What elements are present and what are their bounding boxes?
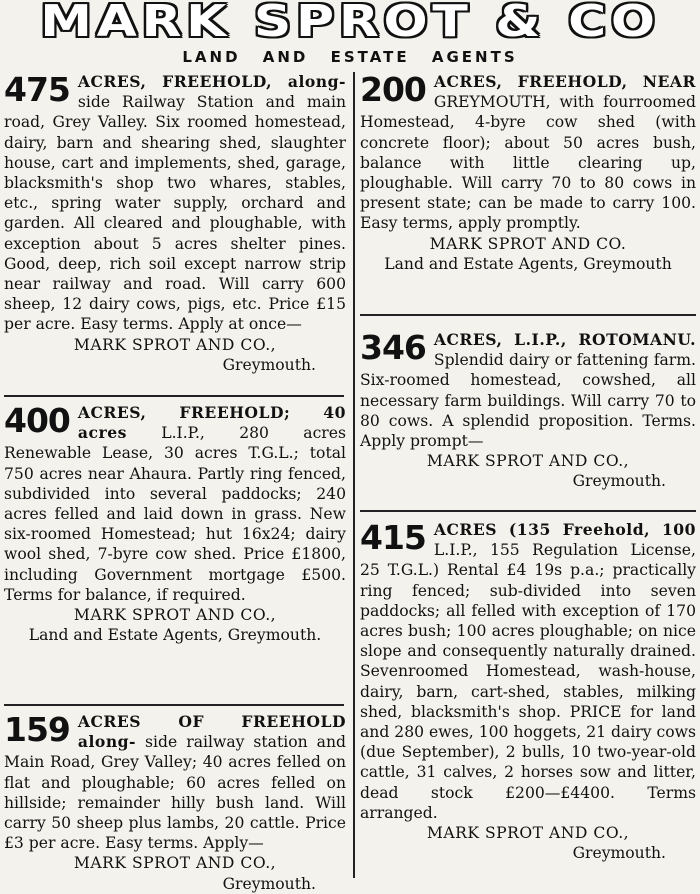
ad-159-acres	[4, 712, 346, 894]
ad-signature: MARK SPROT AND CO.,	[73, 335, 277, 354]
ad-signature: MARK SPROT AND CO.,	[426, 452, 630, 471]
ad-place: Greymouth.	[222, 355, 316, 374]
ad-headline: ACRES OF FREEHOLD along-	[77, 712, 346, 752]
ad-headline: ACRES, L.I.P., ROTOMANU.	[433, 330, 696, 349]
lot-number: 346	[360, 328, 426, 367]
ad-signature: MARK SPROT AND CO.,	[426, 824, 630, 843]
lot-number: 475	[4, 70, 70, 109]
ad-headline: ACRES, FREEHOLD, NEAR	[433, 72, 696, 91]
ad-346-acres	[360, 330, 696, 492]
ad-body: L.I.P., 155 Regulation License, 25 T.G.L.) Rental £4 19s p.a.; practically ring fenced; sub-divided into seven paddocks; all felled with exception of 170 acres bush; 100 acres ploughable; on nice slope and consequently naturally drained. Sevenroomed Homestead, wash-house, dairy, barn, cart-shed, stables, milking shed, blacksmith's shop. PRICE for land and 280 ewes, 100 hoggets, 21 dairy cows (due September), 2 bulls, 10 two-year-old cattle, 31 calves, 2 horses sow and litter, dead stock £200—£4400. Terms arranged.	[360, 541, 697, 822]
ad-200-acres	[360, 72, 696, 274]
ad-tagline: Land and Estate Agents, Greymouth	[384, 254, 672, 273]
ad-400-acres	[4, 403, 346, 645]
ad-signature: MARK SPROT AND CO.,	[73, 606, 277, 625]
ad-body: GREYMOUTH, with fourroomed Homestead, 4-byre cow shed (with concrete floor); about 50 acres bush, balance with little clearing up, ploughable. Will carry 70 to 80 cows in present state; can be made to carry 100. Easy terms, apply promptly.	[360, 93, 696, 233]
lot-number: 400	[4, 401, 70, 440]
masthead-title: MARK SPROT & CO	[40, 0, 660, 47]
lot-number: 159	[4, 710, 70, 749]
ad-headline: ACRES (135 Freehold, 100	[433, 520, 696, 539]
ad-475-acres	[4, 72, 346, 375]
ad-signature: MARK SPROT AND CO.,	[73, 854, 277, 873]
ad-tagline: Land and Estate Agents, Greymouth.	[28, 626, 322, 645]
ad-415-acres	[360, 520, 696, 863]
lot-number: 415	[360, 518, 426, 557]
ad-separator	[360, 314, 696, 316]
ad-separator	[360, 510, 696, 512]
ad-separator	[4, 704, 344, 706]
ad-place: Greymouth.	[222, 874, 316, 893]
ad-body: Splendid dairy or fattening farm. Six-roomed homestead, cowshed, all necessary farm buildings. Will carry 70 to 80 cows. A splendid proposition. Terms. Apply prompt—	[360, 351, 696, 451]
ad-body: L.I.P., 280 acres Renewable Lease, 30 acres T.G.L.; total 750 acres near Ahaura. Partly ring fenced, subdivided into several paddocks; 240 acres felled and laid down in grass. New six-roomed Homestead; hut 16x24; dairy wool shed, 7-byre cow shed. Price £1800, including Government mortgage £500. Terms for balance, if required.	[4, 424, 346, 604]
ad-place: Greymouth.	[572, 472, 666, 491]
masthead-subtitle: LAND AND ESTATE AGENTS	[182, 48, 518, 66]
lot-number: 200	[360, 70, 426, 109]
ad-headline: ACRES, FREEHOLD; 40 acres	[77, 403, 346, 443]
ad-headline: ACRES, FREEHOLD, along-	[77, 72, 346, 91]
ad-separator	[4, 395, 344, 397]
column-divider	[353, 72, 355, 878]
ad-body: side Railway Station and main road, Grey Valley. Six roomed homestead, dairy, barn and shearing shed, slaughter house, cart and implements, shed, garage, blacksmith's shop two whares, stables, etc., spring water supply, orchard and garden. All cleared and ploughable, with exception about 5 acres shelter pines. Good, deep, rich soil except narrow strip near railway and road. Will carry 600 sheep, 12 dairy cows, pigs, etc. Price £15 per acre. Easy terms. Apply at once—	[4, 93, 346, 334]
ad-signature: MARK SPROT AND CO.	[429, 234, 627, 253]
ad-body: side railway station and Main Road, Grey Valley; 40 acres felled on flat and ploughable; 60 acres felled on hillside; remainder hilly bush land. Will carry 50 sheep plus lambs, 20 cattle. Price £3 per acre. Easy terms. Apply—	[4, 733, 346, 853]
ad-place: Greymouth.	[572, 844, 666, 863]
